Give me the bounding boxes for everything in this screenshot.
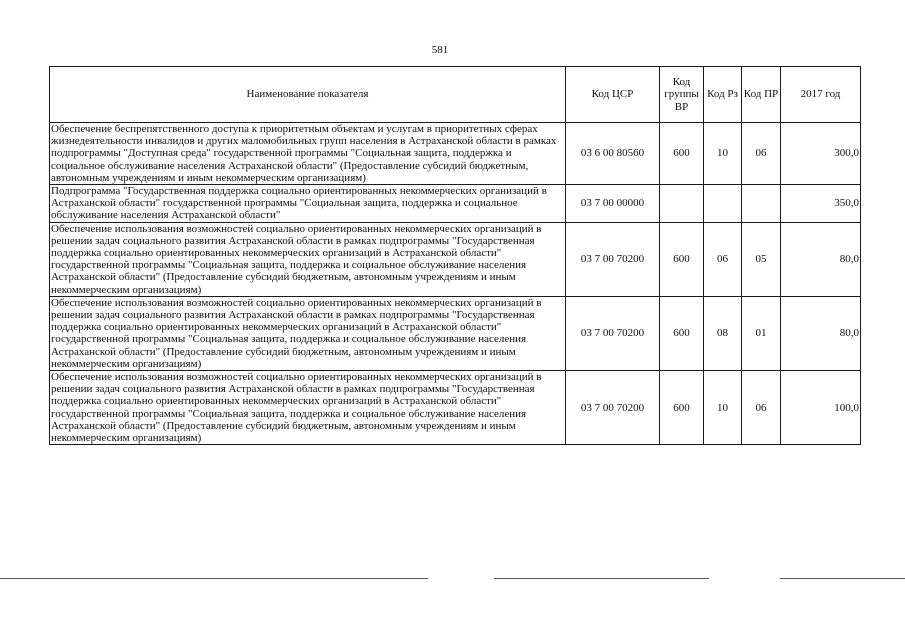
table-row	[50, 222, 861, 296]
row-rz: 10	[704, 371, 742, 445]
header-csr: Код ЦСР	[566, 67, 660, 123]
row-name: Обеспечение использования возможностей социально ориентированных некоммерческих организаций в решении задач социального развития Астраханской области в рамках подпрограммы "Государственная поддержка социально ориентированных некоммерческих организаций в Астраханской области" государственной программы "Социальная защита, поддержка и социальное обслуживание населения Астраханской области" (Предоставление субсидий бюджетным, автономным учреждениям и иным некоммерческим организациям)	[50, 222, 566, 296]
row-rz: 06	[704, 222, 742, 296]
row-csr: 03 7 00 00000	[566, 185, 660, 223]
row-pr	[742, 185, 781, 223]
table-row	[50, 123, 861, 185]
row-pr: 06	[742, 371, 781, 445]
row-csr: 03 7 00 70200	[566, 371, 660, 445]
row-amount: 80,0	[781, 222, 861, 296]
budget-table	[49, 66, 861, 445]
footer-rule-right	[780, 578, 905, 579]
row-amount: 350,0	[781, 185, 861, 223]
row-rz	[704, 185, 742, 223]
header-name: Наименование показателя	[50, 67, 566, 123]
page-number: 581	[431, 44, 449, 56]
row-vr: 600	[660, 296, 704, 370]
footer-rule-middle	[494, 578, 709, 579]
row-amount: 100,0	[781, 371, 861, 445]
header-pr: Код ПР	[742, 67, 781, 123]
row-vr: 600	[660, 222, 704, 296]
row-vr	[660, 185, 704, 223]
row-name: Обеспечение использования возможностей социально ориентированных некоммерческих организаций в решении задач социального развития Астраханской области в рамках подпрограммы "Государственная поддержка социально ориентированных некоммерческих организаций в Астраханской области" государственной программы "Социальная защита, поддержка и социальное обслуживание населения Астраханской области" (Предоставление субсидий бюджетным, автономным учреждениям и иным некоммерческим организациям)	[50, 371, 566, 445]
header-year: 2017 год	[781, 67, 861, 123]
row-amount: 80,0	[781, 296, 861, 370]
row-vr: 600	[660, 371, 704, 445]
table-row	[50, 185, 861, 223]
header-rz: Код Рз	[704, 67, 742, 123]
table-row	[50, 371, 861, 445]
row-csr: 03 6 00 80560	[566, 123, 660, 185]
table-header-row	[50, 67, 861, 123]
row-amount: 300,0	[781, 123, 861, 185]
row-vr: 600	[660, 123, 704, 185]
row-pr: 06	[742, 123, 781, 185]
row-name: Обеспечение использования возможностей социально ориентированных некоммерческих организаций в решении задач социального развития Астраханской области в рамках подпрограммы "Государственная поддержка социально ориентированных некоммерческих организаций в Астраханской области" государственной программы "Социальная защита, поддержка и социальное обслуживание населения Астраханской области" (Предоставление субсидий бюджетным, автономным учреждениям и иным некоммерческим организациям)	[50, 296, 566, 370]
row-pr: 01	[742, 296, 781, 370]
row-csr: 03 7 00 70200	[566, 296, 660, 370]
footer-rule-left	[0, 578, 428, 579]
row-pr: 05	[742, 222, 781, 296]
header-vr: Код группы ВР	[660, 67, 704, 123]
row-name: Обеспечение беспрепятственного доступа к приоритетным объектам и услугам в приоритетных сферах жизнедеятельности инвалидов и других маломобильных групп населения в Астраханской области в рамках подпрограммы "Доступная среда" государственной программы "Социальная защита, поддержка и социальное обслуживание населения Астраханской области" (Предоставление субсидий бюджетным, автономным учреждениям и иным некоммерческим организациям)	[50, 123, 566, 185]
row-rz: 10	[704, 123, 742, 185]
row-rz: 08	[704, 296, 742, 370]
row-csr: 03 7 00 70200	[566, 222, 660, 296]
table-row	[50, 296, 861, 370]
row-name: Подпрограмма "Государственная поддержка социально ориентированных некоммерческих организаций в Астраханской области" государственной программы "Социальная защита, поддержка и социальное обслуживание населения Астраханской области"	[50, 185, 566, 223]
